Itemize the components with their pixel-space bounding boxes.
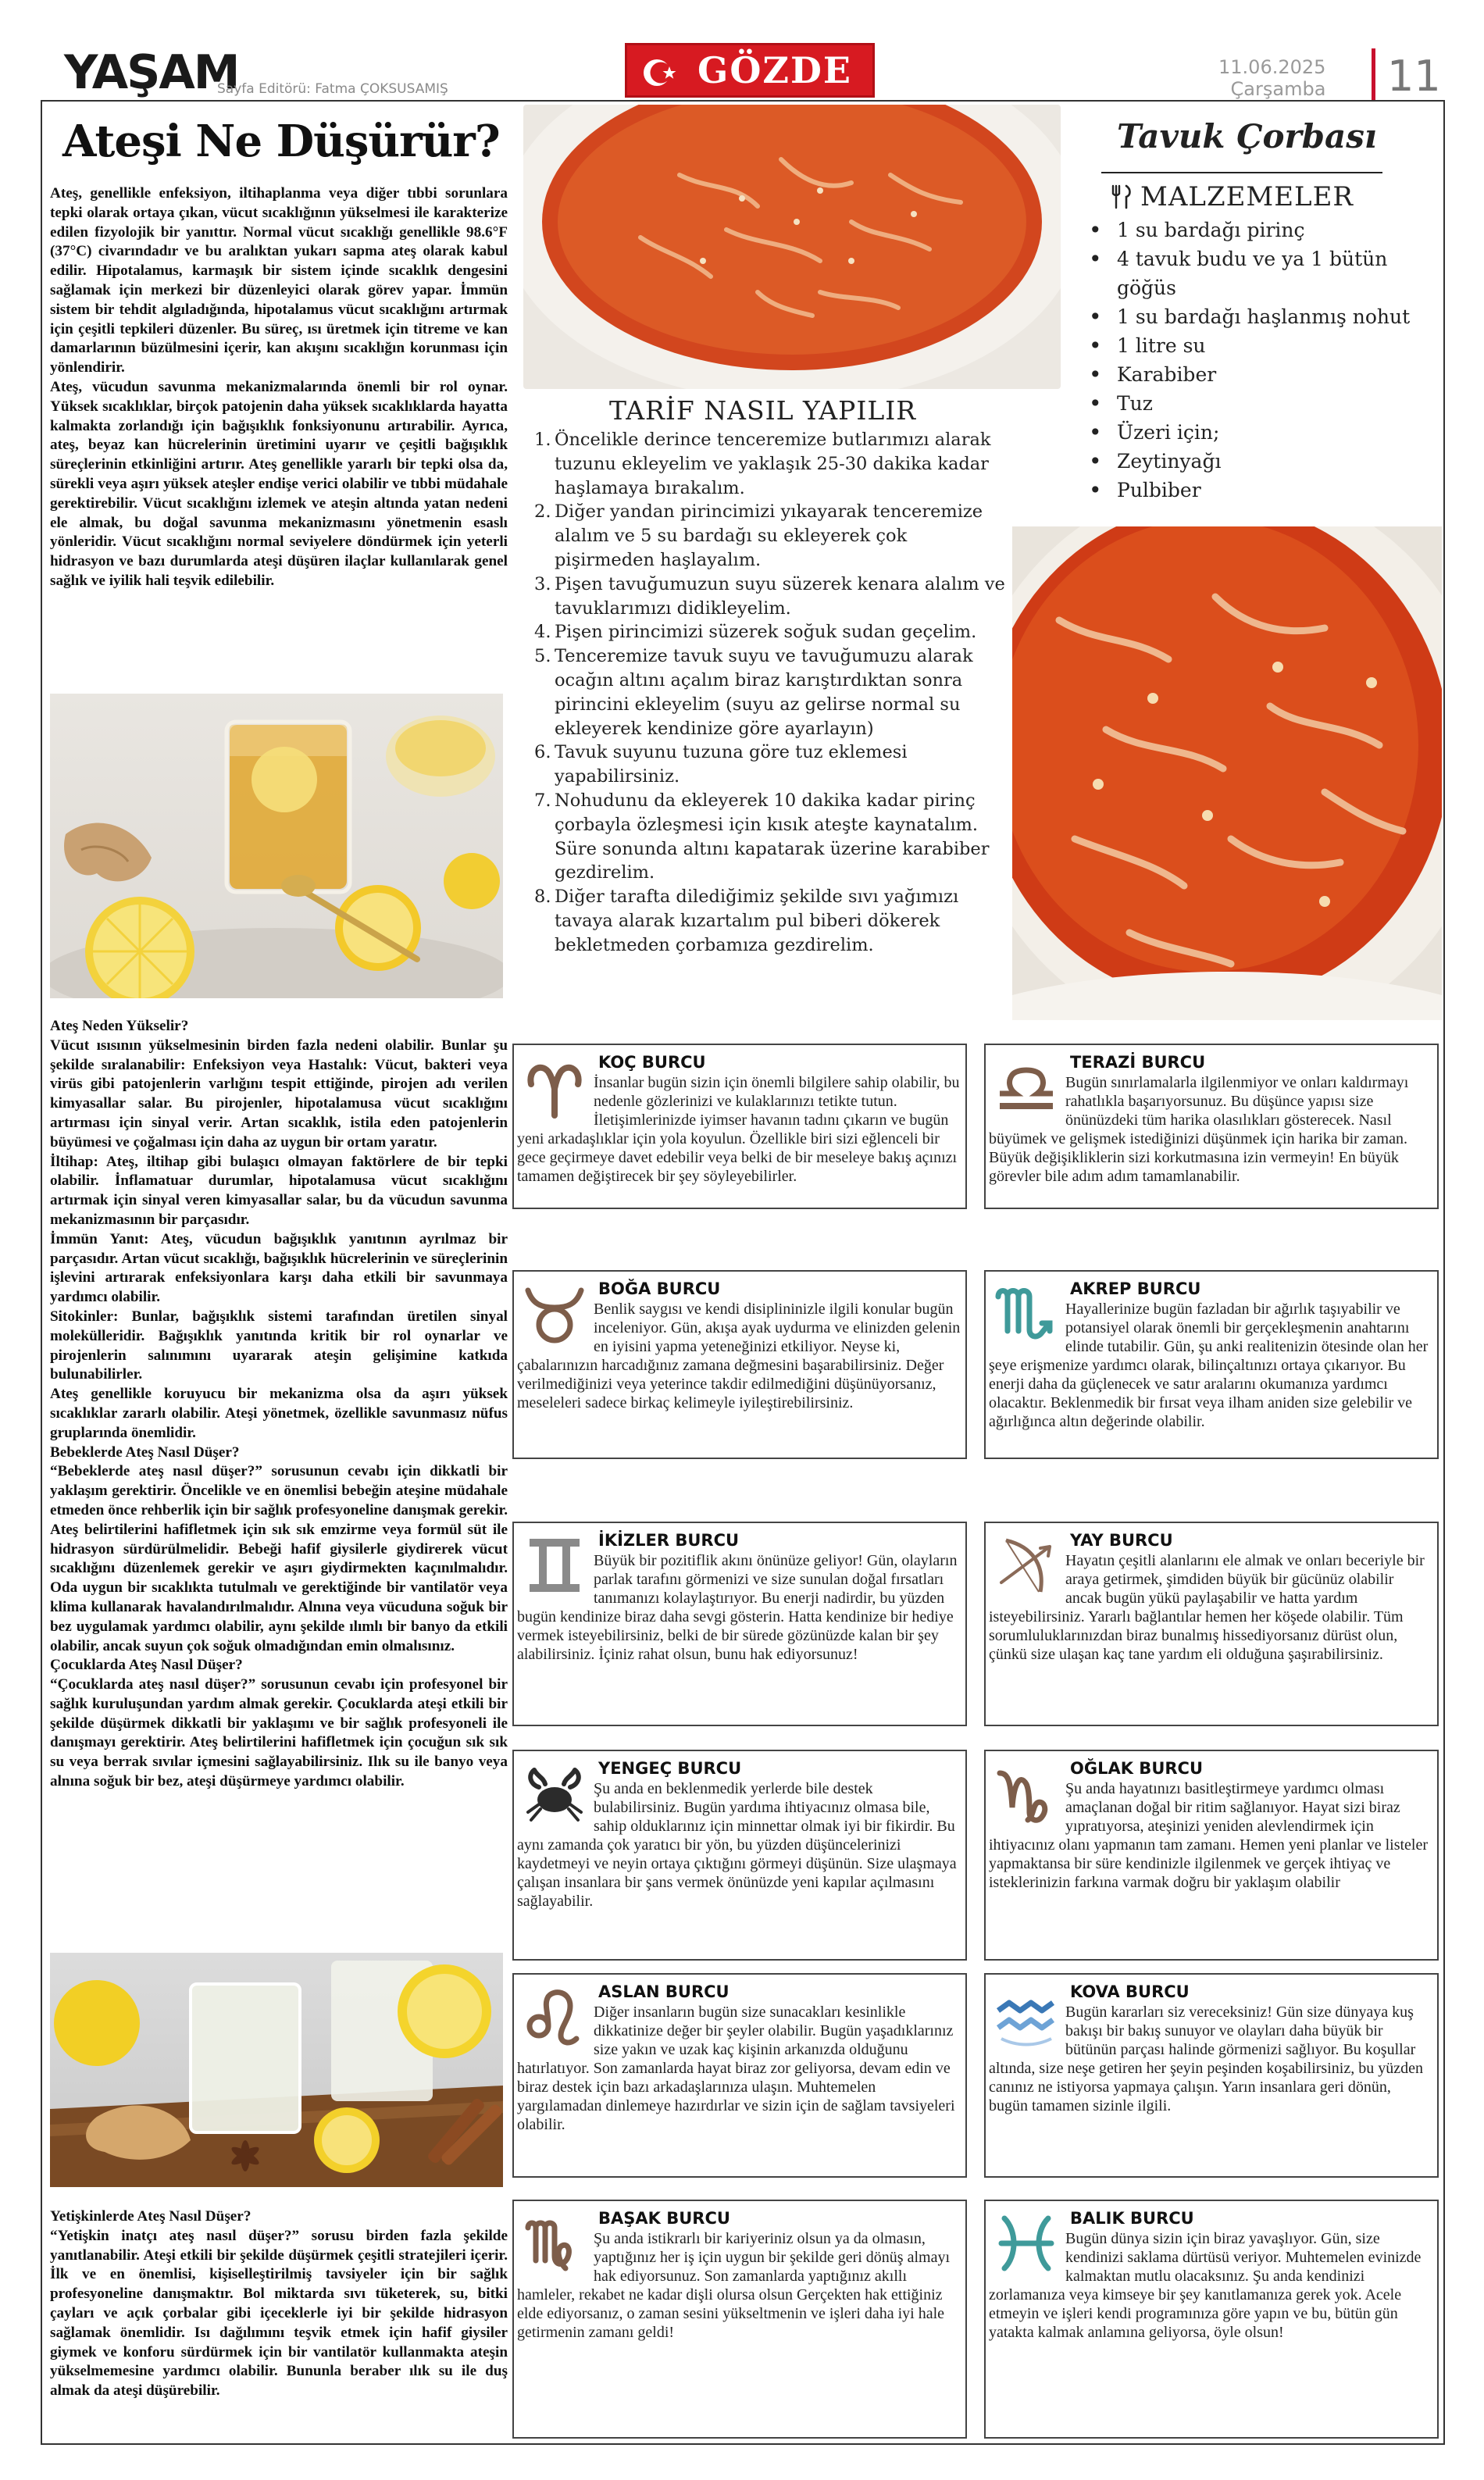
ingredient-item: • 1 su bardağı pirinç [1086, 216, 1445, 244]
logo-text: GÖZDE [697, 49, 852, 91]
page-editor: Sayfa Editörü: Fatma ÇOKSUSAMIŞ [217, 81, 448, 97]
ingredient-item: • Üzeri için; [1086, 418, 1445, 447]
children-title: Çocuklarda Ateş Nasıl Düşer? [50, 1657, 243, 1674]
causes-paragraph-5: Ateş genellikle koruyucu bir mekanizma olsa da aşırı yüksek sıcaklıklar zararlı olabilir. Ateşi yönetmek, özellikle savunmasız nüfus gruplarında önemlidir. [50, 1386, 508, 1441]
horoscope-text: Şu anda en beklenmedik yerlerde bile destek bulabilirsiniz. Bugün yardıma ihtiyacınız olmasa bile, sahip olduklarınız için minnettar olmak iyi bir fikirdir. Bu aynı zamanda çok yaratıcı bir yön, bu yüzden düşüncelerinizi kaydetmeyi ve neyin ortaya çıktığını görmeyi düşünün. Size ulaşmaya çalışan insanlara bir şans vermek önünüzde yeni kapılar açılmasını sağlayabilir. [517, 1780, 957, 1910]
horoscope-card-libra [984, 1044, 1439, 1209]
horoscope-card-leo [512, 1973, 967, 2178]
recipe-title: Tavuk Çorbası [1117, 117, 1377, 155]
fork-knife-icon [1109, 184, 1133, 209]
issue-date: 11.06.2025 [1218, 56, 1326, 78]
horoscope-title: İKİZLER BURCU [598, 1531, 740, 1550]
issue-weekday: Çarşamba [1230, 78, 1326, 100]
article-causes [50, 1017, 508, 1792]
newspaper-logo[interactable] [625, 43, 875, 98]
recipe-title-rule [1101, 172, 1382, 173]
recipe-step: 2. Diğer yandan pirincimizi yıkayarak tenceremize alalım ve 5 su bardağı su ekleyerek çok pişirmeden haşlayalım. [534, 501, 983, 570]
horoscope-text: Hayatın çeşitli alanlarını ele almak ve onları beceriyle bir araya getirmek, şimdiden büyük bir gücünüz olabilir ancak bugün yükü paylaşabilir ve hatta yardım isteyebilirsiniz. Yararlı bağlantılar hemen her köşede olabilir. Tüm sorumluluklarınızdan biraz bunalmış hissediyorsanız dürüst olun, çünkü size ulaşan kaç tane yardım eli olduğuna şaşırabilirsiniz. [989, 1552, 1425, 1663]
causes-paragraph-1: Vücut ısısının yükselmesinin birden fazla nedeni olabilir. Bunlar şu şekilde sıralanabilir: Enfeksiyon veya Hastalık: Vücut, bakteri veya virüs gibi patojenlerin varlığını tespit ettiğinde, pirojen adı verilen kimyasallar salar. Bu pirojenler, hipotalamusa vücut sıcaklığını artırması için sinyal verir. Artan sıcaklık, istila eden patojenlerin büyümesi ve çoğalması için daha az uygun bir ortam yaratır. [50, 1037, 508, 1151]
ingredients-heading [1109, 181, 1354, 212]
ingredient-item: • 4 tavuk budu ve ya 1 bütün göğüs [1086, 244, 1445, 302]
horoscope-title: ASLAN BURCU [598, 1982, 730, 2001]
horoscope-card-pisces [984, 2200, 1439, 2439]
adults-title: Yetişkinlerde Ateş Nasıl Düşer? [50, 2208, 251, 2225]
causes-paragraph-4: Sitokinler: Bunlar, bağışıklık sistemi tarafından üretilen sinyal molekülleridir. Bağışıklık yanıtında kritik bir rol oynarlar ve pirojenlerin salınımını uyararak ateşin gelişimine katkıda bulunabilirler. [50, 1308, 508, 1383]
chicken-soup-photo-top [523, 105, 1061, 389]
horoscope-card-scorpio [984, 1270, 1439, 1459]
horoscope-text: Bugün kararları siz vereceksiniz! Gün size dünyaya kuş bakışı bir bakış sunuyor ve olayları daha büyük bir bütünün parçası halinde görmenizi sağlıyor. Bu koşullar altında, size neşe getiren her şeyin peşinden koşabilirsiniz, bu yüzden canınız ne istiyorsa yapmaya çalışın. Yarın insanlara geri dönün, bugün tamamen sizinle ilgili. [989, 2004, 1423, 2114]
page-number: 11 [1387, 52, 1441, 101]
ingredient-item: • 1 litre su [1086, 331, 1445, 360]
recipe-steps-list [534, 428, 1011, 958]
recipe-step: 5. Tenceremize tavuk suyu ve tavuğumuzu alarak ocağın altını açalım biraz karıştırdıktan sonra pirincini ekleyelim (suyu az gelirse normal su ekleyerek kendinize göre ayarlayın) [534, 646, 973, 739]
babies-title: Bebeklerde Ateş Nasıl Düşer? [50, 1443, 240, 1461]
chicken-soup-photo-right [1012, 526, 1442, 1020]
article-adults [50, 2207, 508, 2401]
ginger-lemon-drink-photo [50, 1953, 503, 2187]
horoscope-title: TERAZİ BURCU [1070, 1053, 1206, 1072]
crescent-star-icon [641, 55, 677, 91]
ingredient-item: • Pulbiber [1086, 476, 1445, 505]
horoscope-card-cancer [512, 1750, 967, 1961]
recipe-step: 7. Nohudunu da ekleyerek 10 dakika kadar pirinç çorbayla özleşmesi için kısık ateşte kaynatalım. Süre sonunda altını kapatarak üzerine karabiber gezdirelim. [534, 790, 990, 883]
horoscope-title: YENGEÇ BURCU [598, 1759, 742, 1778]
intro-paragraph: Ateş, genellikle enfeksiyon, iltihaplanma veya diğer tıbbi sorunlara tepki olarak ortaya çıkan, vücut sıcaklığının yükselmesi ile karakterize edilen fizyolojik bir yanıttır. Normal vücut sıcaklığı genellikle 98.6°F (37°C) civarındadır ve bu aralıktan yukarı sapma ateş olarak kabul edilir. Hipotalamus, karmaşık bir sistem içinde sıcaklık dengesini sağlamak için merkezi bir düzenleyici olarak görev yapar. İmmün sistem bir tehdit algıladığında, hipotalamus vücut sıcaklığını artırmak için çeşitli tepkileri düzenler. Bu süreç, ısı üretmek için titreme ve kan damarlarının büzülmesini içerir, kan akışını sıcaklığın korunması için yönlendirir. [50, 185, 508, 376]
horoscope-text: Bugün sınırlamalarla ilgilenmiyor ve onları kaldırmayı rahatlıkla başarıyorsunuz. Bu düşünce yapısı size önünüzdeki tüm harika olasılıkları gösterecek. Nasıl büyümek ve gelişmek istediğinizi düşünmek için harika bir zaman. Büyük değişikliklerin sizi korkutmasına izin vermeyin! En büyük görevler bile adım adım tamamlanabilir. [989, 1074, 1409, 1185]
ingredient-item: • 1 su bardağı haşlanmış nohut [1086, 302, 1445, 331]
recipe-step: 4. Pişen pirincimizi süzerek soğuk sudan geçelim. [534, 622, 977, 643]
horoscope-title: BOĞA BURCU [598, 1279, 721, 1298]
article-title: Ateşi Ne Düşürür? [62, 116, 500, 167]
adults-paragraph: “Yetişkin inatçı ateş nasıl düşer?” sorusu birden fazla şekilde yanıtlanabilir. Ateşi etkili bir şekilde düşürmek çeşitli stratejileri içerir. İlk ve en önemlisi, kişiselleştirilmiş tavsiyeler için bir sağlık profesyoneline danışmaktır. Bol miktarda sıvı tüketerek, su, bitki çayları ve açık çorbalar gibi içeceklerle iyi bir şekilde hidrasyon sağlamak önemlidir. Isı dağılımını teşvik etmek için hafif giysiler giymek ve konforu sürdürmek için bir vantilatör kullanmakta ateşin yükselmemesine yardımcı olabilir. Bununla beraber ılık su ile duş almak da ateşi düşürebilir. [50, 2227, 508, 2400]
ingredient-item: • Tuz [1086, 389, 1445, 418]
horoscope-card-virgo [512, 2200, 967, 2439]
lemon-tea-photo [50, 694, 503, 998]
horoscope-card-gemini [512, 1522, 967, 1726]
horoscope-text: Şu anda hayatınızı basitleştirmeye yardımcı olması amaçlanan doğal bir ritim sağlanıyor. Hayat sizi biraz yıpratıyorsa, ateşinizi yeniden alevlendirmek için ihtiyacınız olanı yapmanın tam zamanı. Hemen yeni planlar ve listeler yapmaktansa bir süre kendinizle ilgilenmek ve gerçek ihtiyaç ve isteklerinizin farkına varmak doğru bir yaklaşım olabilir [989, 1780, 1429, 1891]
causes-paragraph-2: İltihap: Ateş, iltihap gibi bulaşıcı olmayan faktörlere de bir tepki olabilir. İnflamatuar durumlar, hipotalamusa vücut sıcaklığını artırmak için sinyal veren kimyasallar salar, bu da vücudun savunma mekanizmasının bir parçasıdır. [50, 1153, 508, 1228]
ingredients-title: MALZEMELER [1140, 181, 1354, 212]
ingredients-list [1086, 216, 1445, 505]
issue-date-box [1218, 56, 1325, 100]
horoscope-title: OĞLAK BURCU [1070, 1759, 1203, 1778]
horoscope-title: KOVA BURCU [1070, 1982, 1190, 2001]
causes-paragraph-3: İmmün Yanıt: Ateş, vücudun bağışıklık yanıtının ayrılmaz bir parçasıdır. Artan vücut sıcaklığı, bağışıklık hücrelerinin ve süreçlerinin işlevini artırarak enfeksiyonlara karşı daha etkili bir savunmaya yardımcı olabilir. [50, 1230, 508, 1306]
masthead [0, 0, 1484, 102]
ingredient-item: • Zeytinyağı [1086, 447, 1445, 476]
horoscope-title: KOÇ BURCU [598, 1053, 706, 1072]
horoscope-title: BALIK BURCU [1070, 2209, 1194, 2228]
horoscope-card-sagittarius [984, 1522, 1439, 1726]
recipe-step: 8. Diğer tarafta dilediğimiz şekilde sıvı yağımızı tavaya alarak kızartalım pul biberi dökerek bekletmeden çorbamıza gezdirelim. [534, 887, 959, 955]
article-intro [50, 184, 508, 591]
section-title: YAŞAM [64, 45, 239, 100]
horoscope-card-aquarius [984, 1973, 1439, 2178]
horoscope-text: Diğer insanların bugün size sunacakları kesinlikle dikkatinize değer bir şeyler olabilir. Bugün yaşadıklarınız size yakın ve uzak kaç kişinin arkanızda olduğunu hatırlatıyor. Son zamanlarda hayat biraz zor geliyorsa, devam edin ve biraz destek için bazı arkadaşlarınıza ulaşın. Muhtemelen yargılamadan dinlemeye hazırdırlar ve sizin için de sağlam tavsiyeleri olabilir. [517, 2004, 955, 2133]
horoscope-title: BAŞAK BURCU [598, 2209, 730, 2228]
horoscope-title: YAY BURCU [1070, 1531, 1173, 1550]
horoscope-text: Büyük bir pozitiflik akını önünüze geliyor! Gün, olayların parlak tarafını görmenizi ve size sunulan doğal fırsatları tanımanızı kolaylaştırıyor. Bu enerji nadirdir, bu yüzden bugün kendinize biraz daha sevgi gösterin. Hatta kendinize bir hediye vermek isteyebilirsiniz, belki de bir sürede gözünüzde kalan bir şey alabilirsiniz. İçiniz rahat olsun, bunu hak ediyorsunuz! [517, 1552, 958, 1663]
horoscope-card-aries [512, 1044, 967, 1209]
horoscope-text: Şu anda istikrarlı bir kariyeriniz olsun ya da olmasın, yaptığınız her iş için uygun bir şekilde geri dönüş almayı hak ediyorsunuz. Son zamanlarda yaptığınız akıllı hamleler, rekabet ne kadar dişli olursa olsun Gerçekten hak ettiğiniz elde ediyorsanız, o zaman sesini yükseltmenin ve işleri daha iyi hale getirmenin zamanı geldi! [517, 2230, 951, 2341]
recipe-step: 3. Pişen tavuğumuzun suyu süzerek kenara alalım ve tavuklarımızı didikleyelim. [534, 573, 1005, 619]
horoscope-text: Benlik saygısı ve kendi disiplininizle ilgili konular bugün inceleniyor. Gün, akışa ayak uydurma ve elinizden gelenin en iyisini yapma yeteneğinizi etkiliyor. Neyse ki, çabalarınızın harcadığınız zamana değmesini başarabilirsiniz. Değer verilmediğinizi veya yeterince takdir edilmediğini düşünüyorsanız, meseleleri sadece birkaç kelimeyle iyileştirebilirsiniz. [517, 1301, 961, 1411]
page-number-separator [1372, 48, 1375, 100]
horoscope-text: İnsanlar bugün sizin için önemli bilgilere sahip olabilir, bu nedenle gözlerinizi ve kulaklarınızı tetikte tutun. İletişimlerinizde iyimser havanın tadını çıkarın ve bugün yeni arkadaşlıklar için yola koyulun. Özellikle biri sizi eğlenceli bir gece geçirmeye davet edebilir veya belki de bir meseleye bakış açınızı tamamen değiştirecek bir şey söyleyebilirler. [517, 1074, 960, 1185]
horoscope-card-capricorn [984, 1750, 1439, 1961]
recipe-steps-title: TARİF NASIL YAPILIR [609, 395, 917, 426]
horoscope-text: Bugün dünya sizin için biraz yavaşlıyor. Gün, size kendinizi saklama dürtüsü veriyor. Muhtemelen evinizde kalmaktan mutlu olacaksınız. Şu anda kendinizi zorlamanıza veya kimseye bir şey kanıtlamanıza gerek yok. Acele etmeyin ve işleri kendi programınıza göre yapın ve bu, bütün gün yatakta kalmak anlamına geliyorsa, öyle olsun! [989, 2230, 1422, 2341]
causes-title: Ateş Neden Yükselir? [50, 1018, 189, 1034]
horoscope-title: AKREP BURCU [1070, 1279, 1201, 1298]
recipe-step: 6. Tavuk suyunu tuzuna göre tuz eklemesi yapabilirsiniz. [534, 742, 908, 787]
intro-paragraph-2: Ateş, vücudun savunma mekanizmalarında önemli bir rol oynar. Yüksek sıcaklıklar, birçok patojenin daha yüksek sıcaklıklarda hayatta kalmakta zorlandığı için bağışıklık fonksiyonunu artırabilir. Ayrıca, ateş, beyaz kan hücrelerinin üretimini uyarır ve çeşitli bağışıklık süreçlerinin etkinliğini artırır. Ateş genellikle yararlı bir tepki olsa da, sürekli veya aşırı yüksek ateşler endişe verici olabilir ve tıbbi müdahale gerektirebilir. Vücut sıcaklığını izlemek ve ateşin altında yatan nedeni ele almak, bu doğal savunma mekanizmasını yönetmenin esaslı yönleridir. Vücut sıcaklığını normal seviyelere döndürmek için yeterli hidrasyon ve bazı durumlarda ateşi düşüren ilaçlar kullanılarak genel sağlık ve iyilik hali teşvik edilebilir. [50, 378, 508, 589]
babies-paragraph: “Bebeklerde ateş nasıl düşer?” sorusunun cevabı için dikkatli bir yaklaşım gerektirir. Öncelikle ve en önemlisi bebeğin ateşine müdahale etmeden önce rehberlik için bir sağlık profesyoneline danışmak gerekir. Ateş belirtilerini hafifletmek için sık sık emzirme veya formül süt ile hidrasyon sürdürülmelidir. Bebeği hafif giysilerle giydirerek vücut sıcaklığını düzenlemek gerekir ve aşırı giydirmekten kaçınılmalıdır. Oda uygun bir sıcaklıkta tutulmalı ve gerektiğinde bir vantilatör veya klima kullanarak havalandırılmalıdır. Alnına veya vücuduna soğuk bir bez uygulamak yardımcı olabilir, aynı şekilde ılımlı bir banyo da etkili olabilir, ancak suyun çok soğuk olmadığından emin olmalısınız. [50, 1463, 508, 1654]
horoscope-text: Hayallerinize bugün fazladan bir ağırlık taşıyabilir ve potansiyel olarak önemli bir gerçekleşmenin anahtarını elinde tutabilir. Gün, şu anki realitenizin ötesinde olan her şeye erişmenize yardımcı olarak, bilinçaltınızı ortaya çıkarıyor. Bu enerji daha da güçlenecek ve satır aralarını okumanıza yardımcı olacaktır. Beklenmedik bir fırsat veya ilham aniden size gelebilir ve ağırlığınca altın değerinde olabilir. [989, 1301, 1429, 1430]
children-paragraph: “Çocuklarda ateş nasıl düşer?” sorusunun cevabı için profesyonel bir sağlık kuruluşundan yardım almak gerekir. Çocuklarda ateşi etkili bir şekilde düşürmek dikkatli bir yaklaşımı ve bir sağlık profesyoneli ile danışmayı gerektirir. Ateş belirtilerini hafifletmek için çocuğun sık sık su veya berrak sıvılar içmesini sağlayabilirsiniz. Ilık su ile banyo veya alnına soğuk bir bez, ateşi düşürmeye yardımcı olabilir. [50, 1676, 508, 1790]
recipe-step: 1. Öncelikle derince tenceremize butlarımızı alarak tuzunu ekleyelim ve yaklaşık 25-30 dakika kadar haşlamaya bırakalım. [534, 430, 991, 498]
ingredient-item: • Karabiber [1086, 360, 1445, 389]
horoscope-card-taurus [512, 1270, 967, 1459]
